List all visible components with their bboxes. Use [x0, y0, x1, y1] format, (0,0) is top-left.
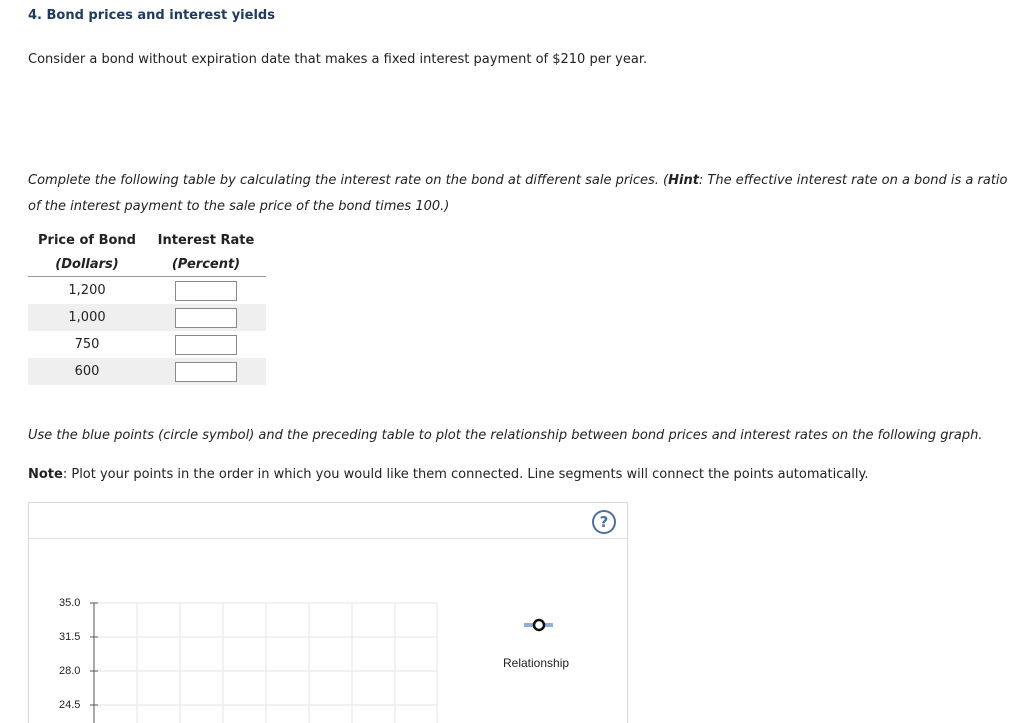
col-rate-unit: (Percent)	[146, 252, 266, 277]
table-row	[28, 304, 266, 331]
y-tick-label: 24.5	[59, 699, 81, 711]
instruction-part2: : The effective interest rate on a bond is a ratio of the interest payment to the sale price of the bond times 100.)	[28, 173, 1008, 214]
price-cell: 600	[28, 358, 146, 385]
table-row	[28, 277, 266, 305]
graph-plot-area[interactable]	[29, 539, 627, 723]
rate-input-600[interactable]	[175, 362, 237, 382]
help-icon[interactable]: ?	[592, 510, 616, 534]
hint-label: Hint	[668, 173, 699, 188]
y-tick-label: 31.5	[59, 631, 81, 643]
table-row	[28, 358, 266, 385]
instruction-part1: Complete the following table by calculating the interest rate on the bond at different sale prices. (	[28, 173, 669, 188]
price-cell: 1,000	[28, 304, 146, 331]
grid	[94, 603, 437, 723]
col-rate-header: Interest Rate	[157, 232, 255, 248]
plot-note	[28, 467, 869, 482]
rate-cell	[146, 277, 266, 305]
rate-cell	[146, 358, 266, 385]
legend-tool-blue-points[interactable]	[524, 620, 553, 630]
y-tick-label: 35.0	[59, 597, 81, 609]
table-row	[28, 331, 266, 358]
graph-toolbar	[29, 503, 627, 539]
price-cell: 1,200	[68, 283, 106, 298]
graph-panel	[28, 502, 628, 723]
legend-label: Relationship	[503, 656, 570, 670]
price-cell: 750	[74, 337, 100, 352]
blue-point-circle-icon[interactable]	[534, 620, 544, 630]
col-price-header: Price of Bond	[38, 232, 136, 248]
col-price-unit: (Dollars)	[28, 252, 146, 277]
rate-input-1000[interactable]	[175, 308, 237, 328]
question-title: 4. Bond prices and interest yields	[28, 8, 275, 23]
rate-cell	[146, 331, 266, 358]
bond-table	[28, 228, 266, 385]
question-intro: Consider a bond without expiration date that makes a fixed interest payment of $210 per year.	[28, 52, 648, 67]
rate-input-1200[interactable]	[175, 281, 237, 301]
rate-input-750[interactable]	[175, 335, 237, 355]
plot-instruction: Use the blue points (circle symbol) and the preceding table to plot the relationship between bond prices and interest rates on the following graph.	[28, 428, 983, 443]
note-text: : Plot your points in the order in which you would like them connected. Line segments will connect the points automatically.	[62, 467, 869, 482]
rate-cell	[146, 304, 266, 331]
table-instruction	[28, 168, 1013, 220]
note-label: Note	[28, 467, 63, 482]
y-tick-label: 28.0	[59, 665, 81, 677]
